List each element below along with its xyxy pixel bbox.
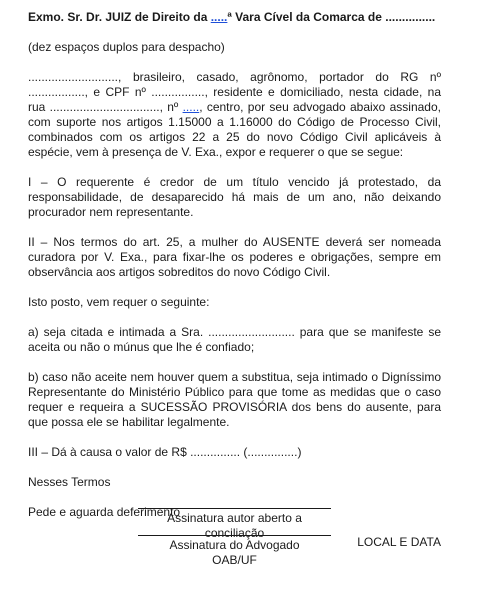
petition-document <box>28 10 441 550</box>
paragraph-curator: II – Nos termos do art. 25, a mulher do AUSENTE deverá ser nomeada curadora por V. Exa., para fixar-lhe os poderes e obrigações, sempre em observância aos artigos sobreditos do novo Código Civil. <box>28 235 441 279</box>
intro-text-part2: , centro, por seu advogado abaixo assinado, com suporte nos artigos 1.15000 a 1.16000 do Código de Processo Civil, combinados com os artigos 22 a 25 do novo Código Civil aplicáveis à espécie, vem à presença de V. Exa., expor e requerer o que se segue: <box>28 100 441 159</box>
paragraph-credit: I – O requerente é credor de um título vencido já protestado, da responsabilidade, de desaparecido há mais de um ano, não deixando procurador nem representante. <box>28 175 441 219</box>
closing-terms: Nesses Termos <box>28 475 111 489</box>
lawyer-signature-label: Assinatura do Advogado <box>169 538 300 552</box>
paragraph-cause-value: III – Dá à causa o valor de R$ ............... (...............) <box>28 445 302 459</box>
oab-label: OAB/UF <box>212 553 257 567</box>
paragraph-request-a: a) seja citada e intimada a Sra. .......................... para que se manifeste se aceita ou não o múnus que lhe é confiado; <box>28 325 441 354</box>
lawyer-signature-line <box>138 535 331 536</box>
intro-text-part1: ..........................., brasileiro, casado, agrônomo, portador do RG nº ................., e CPF nº ................, residente e domiciliado, nesta cidade, na rua ................................., nº <box>28 70 441 114</box>
heading-suffix: ª Vara Cível da Comarca de ............... <box>227 10 436 24</box>
street-number-link[interactable]: ..... <box>182 100 200 114</box>
lawyer-signature-block <box>138 535 331 568</box>
vara-number-link[interactable]: ..... <box>210 10 228 24</box>
dispatch-note: (dez espaços duplos para despacho) <box>28 40 225 54</box>
place-and-date: LOCAL E DATA <box>357 535 441 549</box>
closing-request: Pede e aguarda deferimento <box>28 505 181 519</box>
heading-prefix: Exmo. Sr. Dr. JUIZ de Direito da <box>28 10 211 24</box>
paragraph-request-intro: Isto posto, vem requer o seguinte: <box>28 295 210 309</box>
paragraph-request-b: b) caso não aceite nem houver quem a substitua, seja intimado o Digníssimo Representante do Ministério Público para que tome as medidas que o caso requer e requeira a SUCESSÃO PROVISÓRIA dos bens do ausente, para que possa ele se habilitar legalmente. <box>28 370 441 429</box>
author-signature-line <box>138 508 331 509</box>
petition-heading <box>28 10 441 25</box>
author-signature-label: Assinatura autor aberto a conciliação <box>167 511 302 540</box>
intro-paragraph <box>28 70 441 160</box>
